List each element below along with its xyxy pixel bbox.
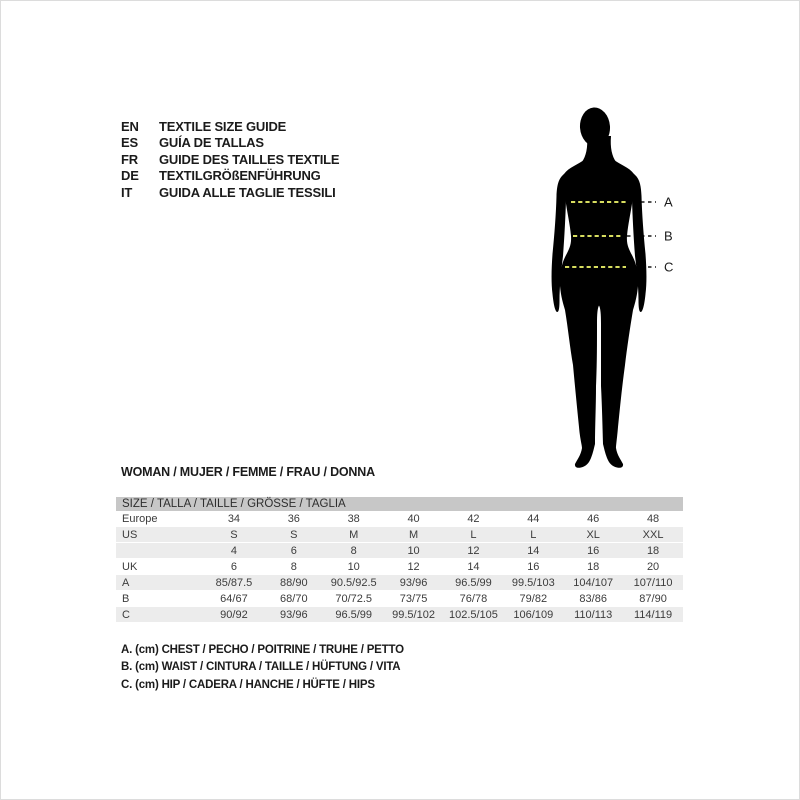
size-cell: 102.5/105 (448, 608, 498, 621)
language-title: GUIDA ALLE TAGLIE TESSILI (159, 184, 336, 200)
size-cell: 83/86 (579, 592, 607, 605)
size-cell: 114/119 (633, 608, 673, 621)
size-cell: 64/67 (220, 592, 248, 605)
size-cell: 99.5/102 (392, 608, 435, 621)
size-cell: 99.5/103 (511, 576, 555, 589)
size-cell: M (408, 528, 419, 541)
size-cell: 12 (407, 560, 420, 573)
size-cell: M (349, 528, 359, 541)
size-cell: 79/82 (519, 592, 548, 605)
size-cell: L (470, 528, 477, 541)
language-row-de (121, 168, 339, 185)
size-cell: 70/72.5 (335, 592, 373, 605)
size-cell: 16 (527, 560, 540, 573)
size-cell: 14 (527, 544, 540, 557)
measurement-legend (121, 644, 404, 696)
language-title-list (121, 118, 339, 201)
size-cell: 6 (230, 560, 237, 573)
size-cell: 12 (467, 544, 480, 557)
size-cell: 34 (227, 512, 241, 525)
size-cell: S (230, 528, 238, 541)
size-cell: 88/90 (280, 576, 308, 589)
size-cell: 38 (347, 512, 360, 525)
size-cell: 68/70 (280, 592, 308, 605)
table-row-uk (116, 559, 683, 575)
language-row-fr (121, 151, 339, 168)
size-cell: 10 (347, 560, 360, 573)
language-row-en (121, 118, 339, 135)
table-row-us (116, 527, 683, 543)
woman-silhouette-figure (541, 96, 691, 481)
size-cell: 106/109 (513, 608, 554, 621)
size-cell: S (290, 528, 298, 541)
size-cell: 20 (646, 560, 660, 573)
legend-hip: C. (cm) HIP / CADERA / HANCHE / HÜFTE / HIPS (121, 678, 375, 691)
size-cell: 8 (350, 544, 357, 557)
size-cell: 107/110 (633, 576, 673, 589)
size-table (116, 497, 683, 623)
table-row-hip-c (116, 607, 683, 623)
language-code: EN (121, 118, 139, 134)
size-cell: XL (586, 528, 600, 541)
language-code: FR (121, 151, 138, 167)
size-cell: 36 (287, 512, 300, 525)
language-code: ES (121, 135, 138, 151)
size-cell: 6 (290, 544, 297, 557)
size-cell: 44 (527, 512, 540, 525)
size-cell: 87/90 (639, 592, 667, 605)
language-row-es (121, 135, 339, 152)
size-cell: 73/75 (399, 592, 428, 605)
size-cell: 93/96 (280, 608, 308, 621)
section-title-woman: WOMAN / MUJER / FEMME / FRAU / DONNA (121, 465, 375, 479)
size-cell: 110/113 (574, 608, 613, 621)
size-cell: 96.5/99 (335, 608, 373, 621)
row-label: B (122, 592, 130, 605)
woman-silhouette (552, 107, 647, 468)
size-cell: 48 (646, 512, 660, 525)
table-row-us-numeric (116, 543, 683, 559)
size-cell: 104/107 (573, 576, 614, 589)
size-table-header: SIZE / TALLA / TAILLE / GRÖSSE / TAGLIA (116, 497, 683, 511)
language-title: GUIDE DES TAILLES TEXTILE (159, 151, 340, 167)
hip-label: C (664, 259, 674, 275)
size-cell: 4 (230, 544, 237, 557)
size-cell: 10 (407, 544, 420, 557)
row-label: Europe (122, 512, 158, 525)
language-code: IT (121, 184, 133, 200)
size-cell: XXL (642, 528, 664, 541)
chest-label: A (664, 194, 673, 210)
size-cell: 8 (290, 560, 297, 573)
size-cell: 14 (467, 560, 480, 573)
waist-label: B (664, 228, 673, 244)
size-cell: 46 (587, 512, 600, 525)
size-cell: 18 (587, 560, 600, 573)
size-cell: 18 (646, 544, 660, 557)
size-cell: 90.5/92.5 (330, 576, 377, 589)
size-cell: 40 (407, 512, 420, 525)
size-cell: 76/78 (459, 592, 488, 605)
row-label: UK (122, 560, 138, 573)
size-cell: 16 (587, 544, 600, 557)
size-cell: 42 (467, 512, 480, 525)
table-row-waist-b (116, 591, 683, 607)
size-cell: 93/96 (399, 576, 428, 589)
table-row-europe (116, 511, 683, 527)
size-cell: L (530, 528, 537, 541)
language-row-it (121, 184, 339, 201)
row-label: A (122, 576, 130, 589)
size-cell: 90/92 (220, 608, 248, 621)
legend-chest: A. (cm) CHEST / PECHO / POITRINE / TRUHE / PETTO (121, 644, 404, 656)
language-code: DE (121, 168, 139, 184)
table-row-chest-a (116, 575, 683, 591)
row-label: US (122, 528, 138, 541)
size-cell: 85/87.5 (215, 576, 253, 589)
row-label: C (122, 608, 130, 621)
language-title: TEXTILGRÖßENFÜHRUNG (159, 168, 321, 184)
legend-waist: B. (cm) WAIST / CINTURA / TAILLE / HÜFTUNG / VITA (121, 661, 401, 674)
language-title: TEXTILE SIZE GUIDE (159, 118, 287, 134)
language-title: GUÍA DE TALLAS (159, 135, 264, 151)
size-cell: 96.5/99 (455, 576, 492, 589)
